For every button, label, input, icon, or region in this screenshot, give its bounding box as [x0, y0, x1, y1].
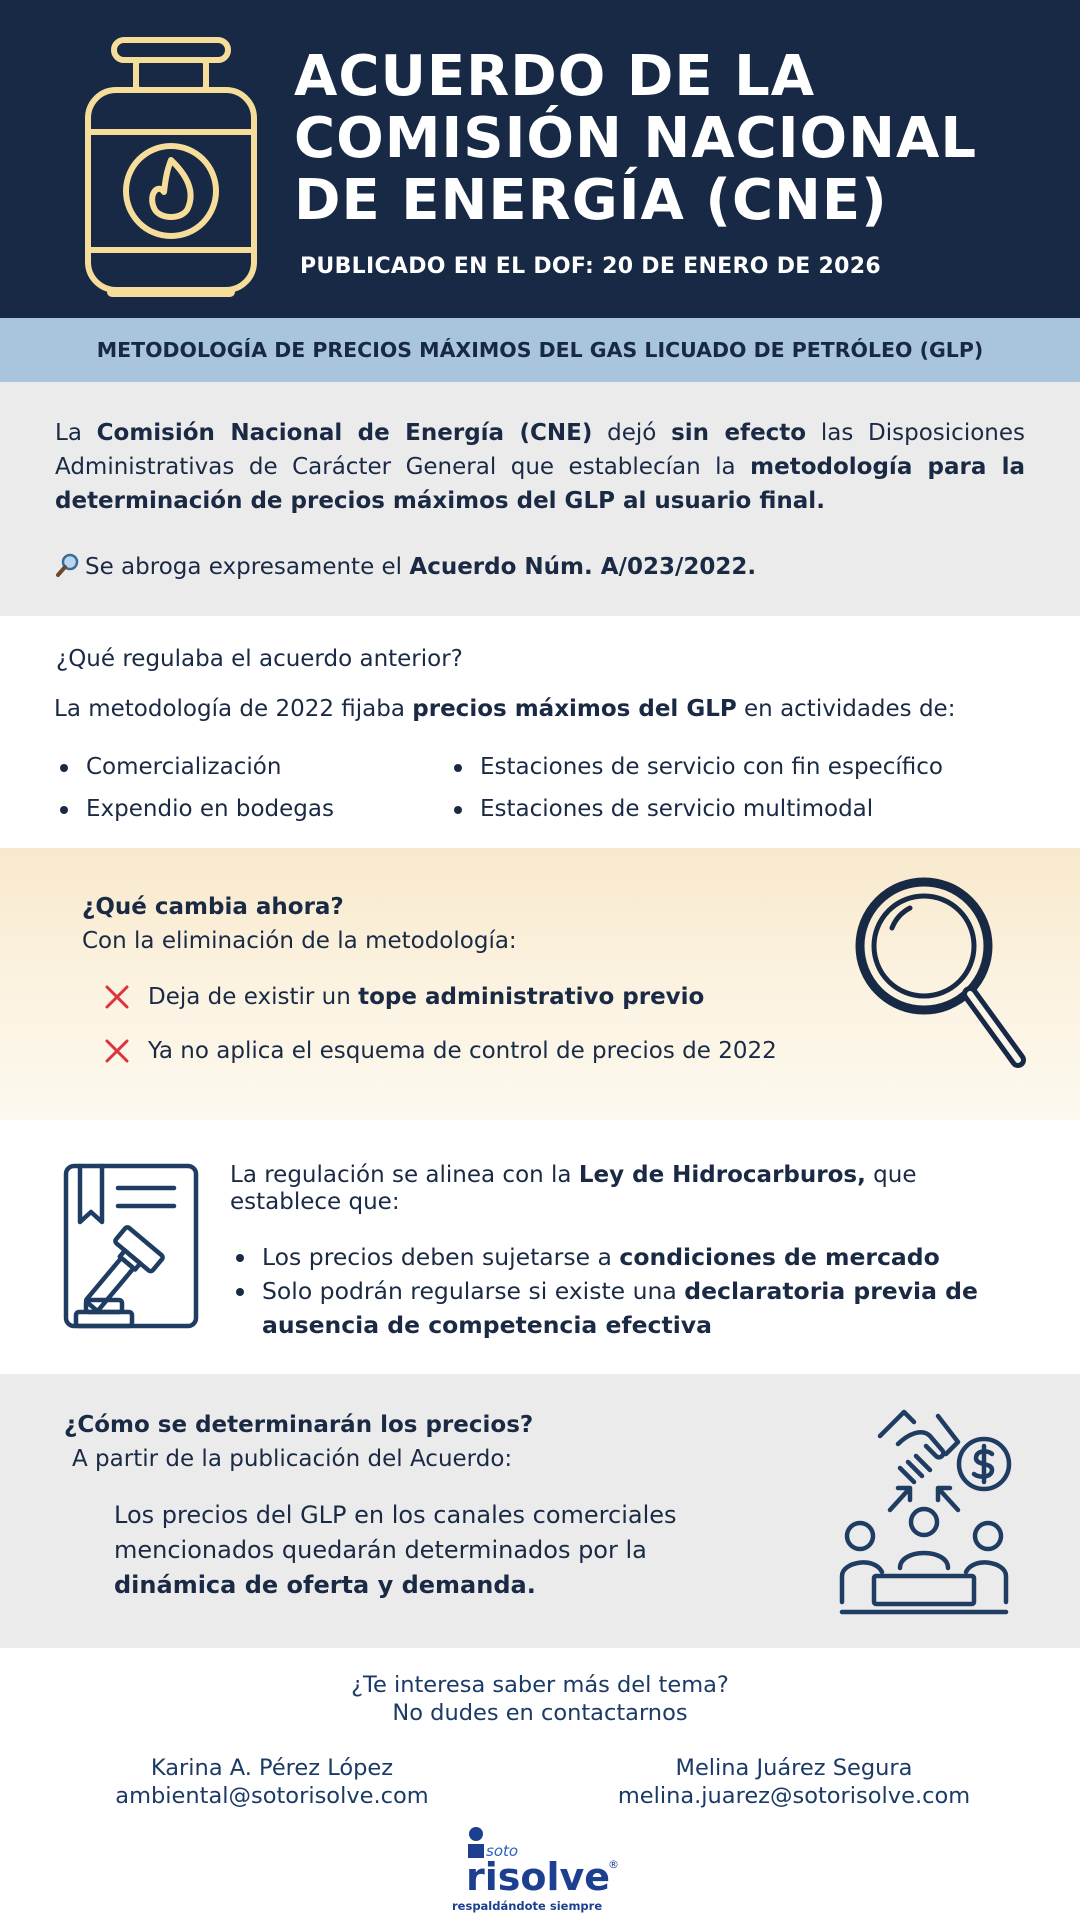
intro-bold-methodology: metodología para la determinación de precios máximos del GLP al usuario final. — [55, 454, 1025, 514]
logo-registered: ® — [608, 1858, 619, 1871]
header-banner — [0, 0, 1080, 318]
title-line-3: DE ENERGÍA (CNE) — [294, 168, 888, 233]
intro-text-2: dejó — [592, 420, 672, 446]
law-intro-text-1: La regulación se alinea con la — [230, 1162, 579, 1188]
activities-list-left — [56, 746, 334, 830]
note-bold-agreement: Acuerdo Núm. A/023/2022. — [409, 554, 757, 580]
change-item-2 — [104, 1038, 777, 1064]
how-body-text: Los precios del GLP en los canales comerciales mencionados quedarán determinados por la — [114, 1501, 677, 1564]
page-title — [294, 46, 1064, 232]
law-item-2-text: Solo podrán regularse si existe una — [262, 1277, 685, 1305]
how-heading: ¿Cómo se determinarán los precios? — [64, 1412, 534, 1438]
abrogation-note — [55, 550, 756, 584]
note-text: Se abroga expresamente el — [85, 554, 410, 580]
activities-list-right — [450, 746, 943, 830]
law-requirements-list — [230, 1240, 1050, 1342]
intro-text-3: las Disposiciones Administrativas de Carácter General que establecían la — [55, 420, 1026, 480]
contact-person-1 — [90, 1754, 454, 1810]
law-intro — [230, 1162, 1030, 1216]
how-subheading: A partir de la publicación del Acuerdo: — [72, 1446, 513, 1472]
change-item-1-bold: tope administrativo previo — [358, 984, 705, 1010]
law-name-bold: Ley de Hidrocarburos, — [578, 1162, 866, 1188]
how-body-bold: dinámica de oferta y demanda. — [114, 1571, 536, 1599]
law-intro-text-2: que establece que: — [230, 1162, 917, 1215]
cross-icon — [104, 984, 130, 1010]
person-email[interactable]: melina.juarez@sotorisolve.com — [617, 1783, 971, 1809]
contact-question: ¿Te interesa saber más del tema? — [351, 1672, 729, 1698]
contact-invite: No dudes en contactarnos — [392, 1700, 688, 1726]
intro-bold-sin-efecto: sin efecto — [671, 420, 807, 446]
title-line-1: ACUERDO DE LA — [294, 44, 816, 109]
market-negotiation-icon — [838, 1406, 1016, 1616]
changes-heading: ¿Qué cambia ahora? — [82, 894, 344, 920]
change-item-1 — [104, 984, 704, 1010]
law-book-gavel-icon — [60, 1160, 202, 1336]
how-body — [114, 1498, 774, 1603]
hydrocarbons-law-section — [0, 1120, 1080, 1374]
lead-bold: precios máximos del GLP — [412, 696, 737, 722]
logo-soto: soto — [486, 1842, 519, 1860]
logo-tagline: respaldándote siempre — [452, 1899, 603, 1913]
lead-text-2: en actividades de: — [736, 696, 956, 722]
list-item: Comercialización — [56, 746, 334, 788]
change-item-2-text: Ya no aplica el esquema de control de precios de 2022 — [148, 1038, 777, 1064]
list-item — [230, 1274, 1050, 1342]
cross-icon — [104, 1038, 130, 1064]
sotorisolve-logo — [450, 1824, 630, 1914]
intro-section — [0, 382, 1080, 616]
list-item — [230, 1240, 1050, 1274]
list-item: Estaciones de servicio con fin específico — [450, 746, 943, 788]
previous-lead — [54, 696, 955, 722]
change-item-1-text: Deja de existir un — [148, 984, 359, 1010]
magnifier-icon — [55, 552, 81, 578]
methodology-band — [0, 318, 1080, 382]
publication-date: PUBLICADO EN EL DOF: 20 DE ENERO DE 2026 — [300, 254, 881, 279]
person-email[interactable]: ambiental@sotorisolve.com — [115, 1783, 429, 1809]
intro-paragraph — [55, 416, 1025, 518]
law-item-1-text: Los precios deben sujetarse a — [262, 1243, 620, 1271]
person-name: Melina Juárez Segura — [675, 1755, 913, 1781]
law-item-1-bold: condiciones de mercado — [619, 1243, 940, 1271]
gas-cylinder-icon — [84, 36, 258, 298]
what-changes-section — [0, 848, 1080, 1120]
intro-bold-cne: Comisión Nacional de Energía (CNE) — [96, 420, 593, 446]
previous-agreement-section — [0, 616, 1080, 848]
band-heading: METODOLOGÍA DE PRECIOS MÁXIMOS DEL GAS LICUADO DE PETRÓLEO (GLP) — [96, 338, 984, 362]
previous-question: ¿Qué regulaba el acuerdo anterior? — [56, 646, 463, 672]
lead-text-1: La metodología de 2022 fijaba — [54, 696, 413, 722]
logo-brand: risolve — [466, 1855, 611, 1899]
intro-text-1: La — [55, 420, 97, 446]
how-prices-section — [0, 1374, 1080, 1648]
magnifying-glass-icon — [852, 874, 1030, 1074]
list-item: Estaciones de servicio multimodal — [450, 788, 943, 830]
title-line-2: COMISIÓN NACIONAL — [294, 106, 978, 171]
list-item: Expendio en bodegas — [56, 788, 334, 830]
changes-subheading: Con la eliminación de la metodología: — [82, 928, 517, 954]
contact-section — [0, 1648, 1080, 1920]
contact-person-2 — [604, 1754, 984, 1810]
law-item-2-bold: declaratoria previa de ausencia de competencia efectiva — [262, 1277, 978, 1339]
person-name: Karina A. Pérez López — [150, 1755, 394, 1781]
